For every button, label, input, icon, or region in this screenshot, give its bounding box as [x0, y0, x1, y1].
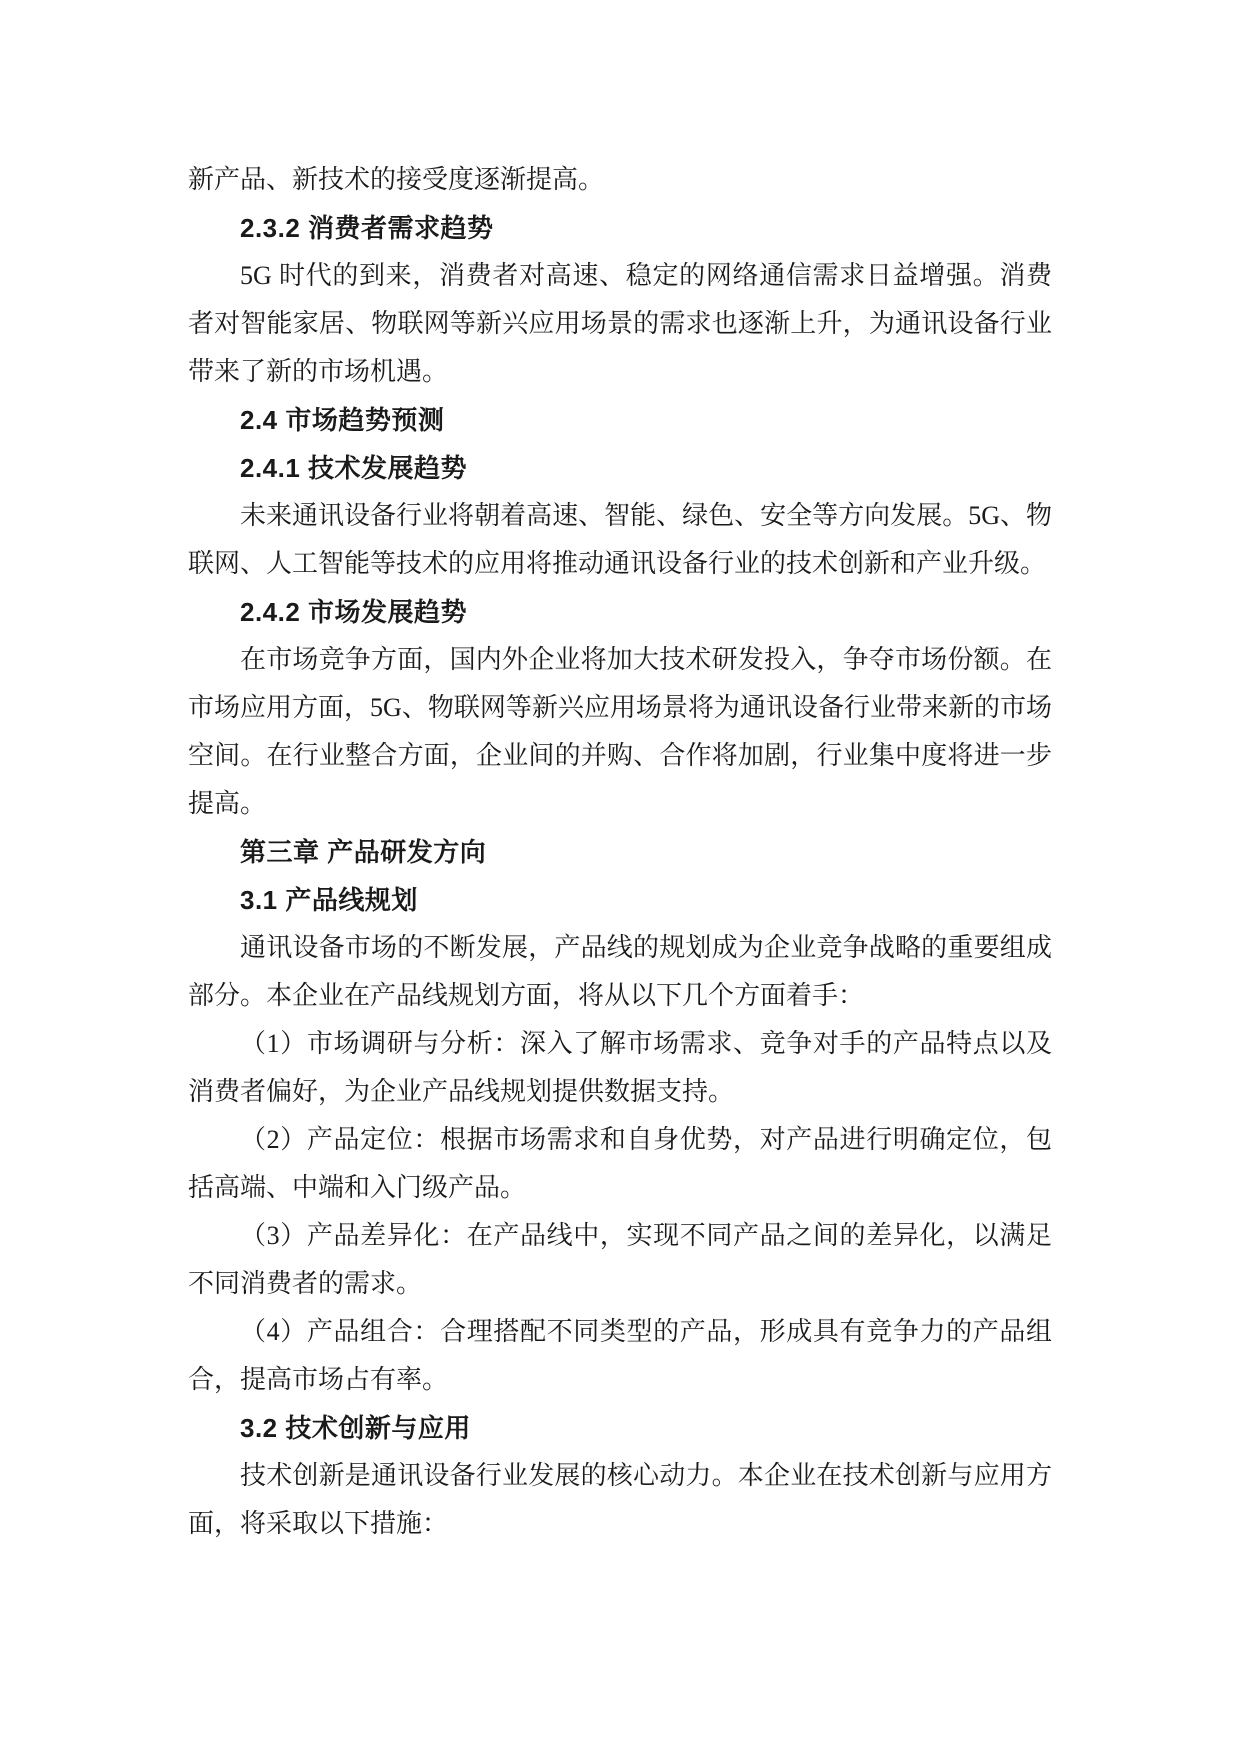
list-item-paragraph-1: （1）市场调研与分析：深入了解市场需求、竞争对手的产品特点以及消费者偏好，为企业产品线规划提供数据支持。: [188, 1029, 1052, 1106]
section-heading-2-4: 2.4 市场趋势预测: [240, 405, 445, 435]
list-item-paragraph-4: （4）产品组合：合理搭配不同类型的产品，形成具有竞争力的产品组合，提高市场占有率。: [188, 1317, 1052, 1394]
list-item-paragraph-2: （2）产品定位：根据市场需求和自身优势，对产品进行明确定位，包括高端、中端和入门级产品。: [188, 1125, 1052, 1202]
body-paragraph: 未来通讯设备行业将朝着高速、智能、绿色、安全等方向发展。5G、物联网、人工智能等技术的应用将推动通讯设备行业的技术创新和产业升级。: [188, 501, 1052, 578]
section-heading-2-3-2: 2.3.2 消费者需求趋势: [240, 213, 494, 243]
body-paragraph: 技术创新是通讯设备行业发展的核心动力。本企业在技术创新与应用方面，将采取以下措施：: [188, 1461, 1052, 1538]
body-paragraph: 在市场竞争方面，国内外企业将加大技术研发投入，争夺市场份额。在市场应用方面，5G、物联网等新兴应用场景将为通讯设备行业带来新的市场空间。在行业整合方面，企业间的并购、合作将加剧，行业集中度将进一步提高。: [188, 645, 1052, 818]
section-heading-2-4-2: 2.4.2 市场发展趋势: [240, 597, 468, 627]
body-paragraph-continuation: 新产品、新技术的接受度逐渐提高。: [188, 165, 605, 194]
list-item-paragraph-3: （3）产品差异化：在产品线中，实现不同产品之间的差异化，以满足不同消费者的需求。: [188, 1221, 1052, 1298]
section-heading-2-4-1: 2.4.1 技术发展趋势: [240, 453, 468, 483]
section-heading-3-1: 3.1 产品线规划: [240, 885, 418, 915]
body-paragraph: 5G 时代的到来，消费者对高速、稳定的网络通信需求日益增强。消费者对智能家居、物联网等新兴应用场景的需求也逐渐上升，为通讯设备行业带来了新的市场机遇。: [188, 261, 1052, 386]
body-paragraph: 通讯设备市场的不断发展，产品线的规划成为企业竞争战略的重要组成部分。本企业在产品线规划方面，将从以下几个方面着手：: [188, 933, 1052, 1010]
chapter-heading-3: 第三章 产品研发方向: [240, 837, 487, 867]
section-heading-3-2: 3.2 技术创新与应用: [240, 1413, 471, 1443]
